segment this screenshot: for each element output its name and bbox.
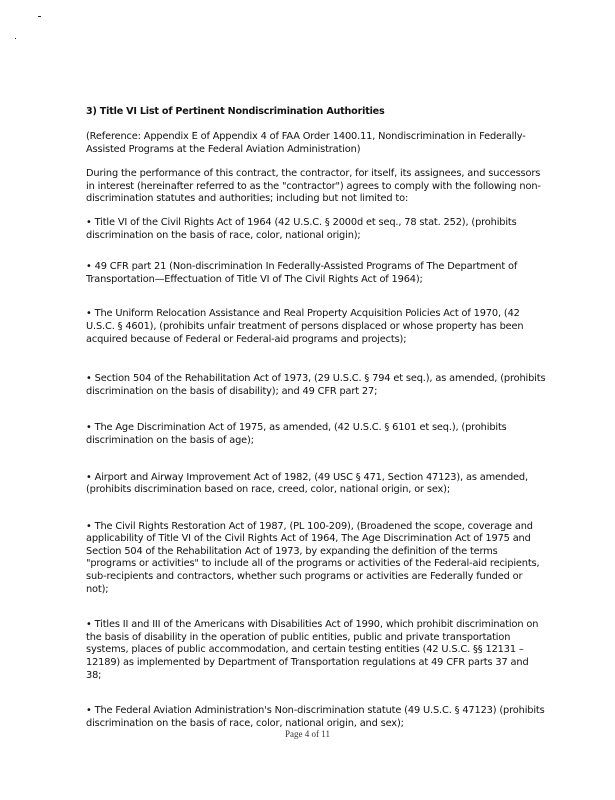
authority-item: • Section 504 of the Rehabilitation Act of 1973, (29 U.S.C. § 794 et seq.), as amended, (prohibits discrimination on the basis of disability); and 49 CFR part 27; xyxy=(86,373,546,397)
bullet-icon: • xyxy=(86,373,92,385)
authority-item: • Titles II and III of the Americans with Disabilities Act of 1990, which prohibit discrimination on the basis of disability in the operation of public entities, public and private transportation systems, places of public accommodation, and certain testing entities (42 U.S.C. §§ 12131 – 12189) as implemented by Department of Transportation regulations at 49 CFR parts 37 and 38; xyxy=(86,619,539,681)
authority-item: • Airport and Airway Improvement Act of 1982, (49 USC § 471, Section 47123), as amended, (prohibits discrimination based on race, creed, color, national origin, or sex); xyxy=(86,471,528,496)
document-body xyxy=(86,106,546,730)
scan-artifact xyxy=(38,16,41,17)
bullet-icon: • xyxy=(86,422,92,434)
page-number: Page 4 of 11 xyxy=(285,729,330,739)
authority-item: • The Age Discrimination Act of 1975, as amended, (42 U.S.C. § 6101 et seq.), (prohibits discrimination on the basis of age); xyxy=(86,422,507,446)
authority-item: • The Civil Rights Restoration Act of 1987, (PL 100-209), (Broadened the scope, coverage and applicability of Title VI of the Civil Rights Act of 1964, The Age Discrimination Act of 1975 and Section 504 of the Rehabilitation Act of 1973, by expanding the definition of the terms "programs or activities" to include all of the programs or activities of the Federal-aid recipients, sub-recipients and contractors, whether such programs or activities are Federally funded or not); xyxy=(86,520,540,595)
scan-artifact xyxy=(15,38,16,39)
intro-paragraph: During the performance of this contract, the contractor, for itself, its assignees, and successors in interest (hereinafter referred to as the "contractor") agrees to comply with the following non-discrimination statutes and authorities; including but not limited to: xyxy=(86,168,541,205)
authority-item: • 49 CFR part 21 (Non-discrimination In Federally-Assisted Programs of The Department of Transportation—Effectuation of Title VI of The Civil Rights Act of 1964); xyxy=(86,261,518,285)
bullet-icon: • xyxy=(86,216,92,228)
bullet-icon: • xyxy=(86,471,92,483)
authority-item: • The Federal Aviation Administration's Non-discrimination statute (49 U.S.C. § 47123) (prohibits discrimination on the basis of race, color, national origin, and sex); xyxy=(86,705,545,729)
bullet-icon: • xyxy=(86,308,92,320)
bullet-icon: • xyxy=(86,705,92,717)
bullet-icon: • xyxy=(86,261,92,273)
authority-item: • The Uniform Relocation Assistance and Real Property Acquisition Policies Act of 1970, (42 U.S.C. § 4601), (prohibits unfair treatment of persons displaced or whose property has been acquired because of Federal or Federal-aid programs and projects); xyxy=(86,308,524,345)
bullet-icon: • xyxy=(86,619,92,631)
reference-note: (Reference: Appendix E of Appendix 4 of FAA Order 1400.11, Nondiscrimination in Federally-Assisted Programs at the Federal Aviation Administration) xyxy=(86,131,526,155)
bullet-icon: • xyxy=(86,520,92,532)
authority-item: • Title VI of the Civil Rights Act of 1964 (42 U.S.C. § 2000d et seq., 78 stat. 252), (prohibits discrimination on the basis of race, color, national origin); xyxy=(86,216,517,241)
section-heading: 3) Title VI List of Pertinent Nondiscrimination Authorities xyxy=(86,106,385,117)
